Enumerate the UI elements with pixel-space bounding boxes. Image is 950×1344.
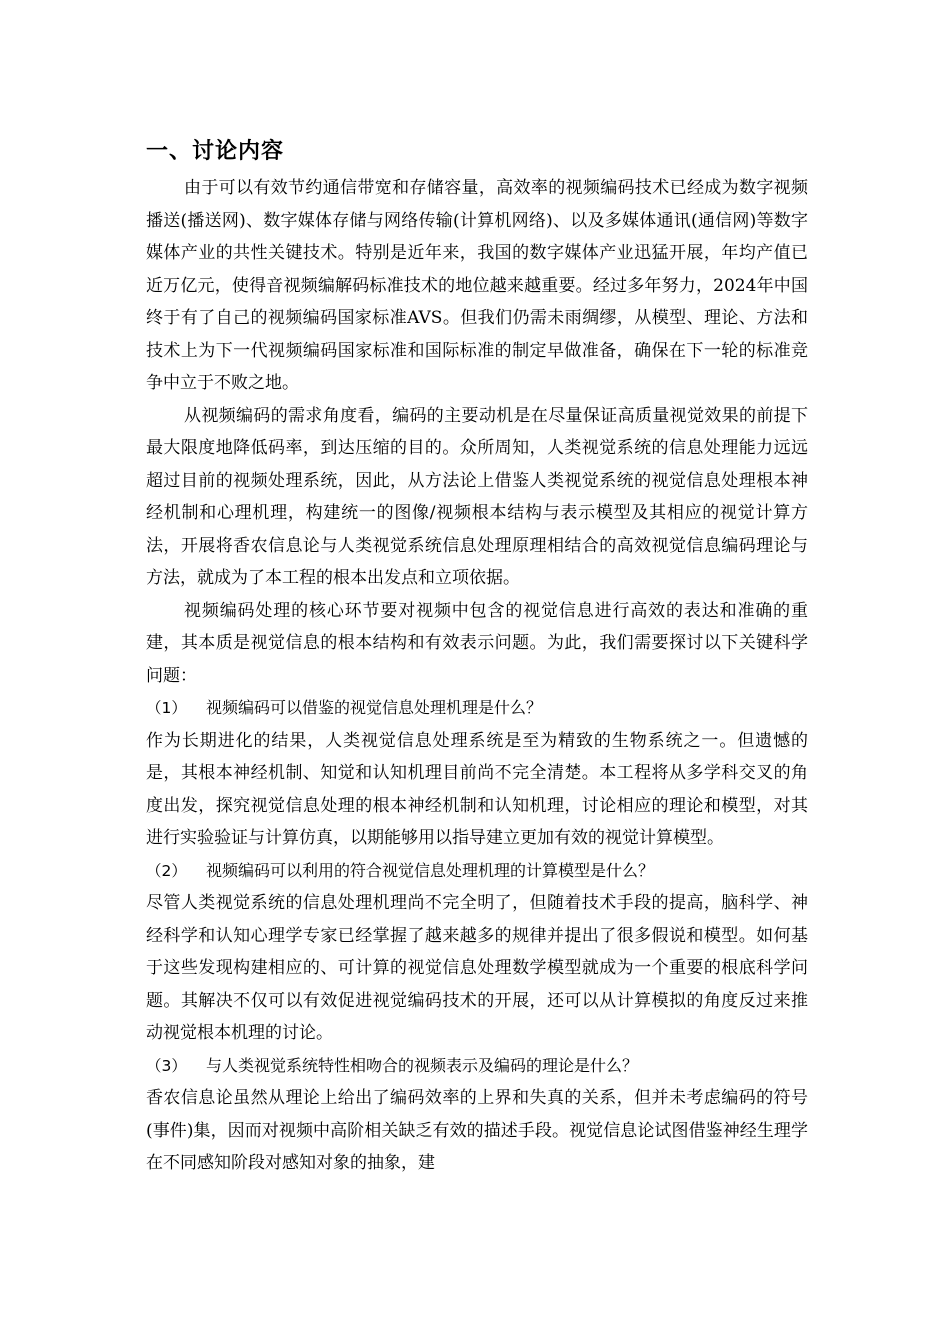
question-body: 作为长期进化的结果，人类视觉信息处理系统是至为精致的生物系统之一。但遗憾的是，其根本神经机制、知觉和认知机理目前尚不完全清楚。本工程将从多学科交叉的角度出发，探究视觉信息处理的根本神经机制和认知机理，讨论相应的理论和模型，对其进行实验验证与计算仿真，以期能够用以指导建立更加有效的视觉计算模型。 — [146, 730, 808, 848]
question-number: （3） — [146, 1056, 187, 1075]
question-body: 香农信息论虽然从理论上给出了编码效率的上界和失真的关系，但并未考虑编码的符号(事件)集，因而对视频中高阶相关缺乏有效的描述手段。视觉信息论试图借鉴神经生理学在不同感知阶段对感知对象的抽象，建 — [146, 1088, 808, 1173]
question-item — [146, 1050, 808, 1180]
paragraph: 视频编码处理的核心环节要对视频中包含的视觉信息进行高效的表达和准确的重建，其本质是视觉信息的根本结构和有效表示问题。为此，我们需要探讨以下关键科学问题： — [146, 600, 808, 686]
question-item — [146, 692, 808, 855]
paragraph: 由于可以有效节约通信带宽和存储容量，高效率的视频编码技术已经成为数字视频播送(播送网)、数字媒体存储与网络传输(计算机网络)、以及多媒体通讯(通信网)等数字媒体产业的共性关键技术。特别是近年来，我国的数字媒体产业迅猛开展，年均产值已近万亿元，使得音视频编解码标准技术的地位越来越重要。经过多年努力，2024年中国终于有了自己的视频编码国家标准AVS。但我们仍需未雨绸缪，从模型、理论、方法和技术上为下一代视频编码国家标准和国际标准的制定早做准备，确保在下一轮的标准竞争中立于不败之地。 — [146, 178, 808, 393]
question-heading — [146, 692, 808, 725]
question-item — [146, 855, 808, 1050]
paragraph: 从视频编码的需求角度看，编码的主要动机是在尽量保证高质量视觉效果的前提下最大限度地降低码率，到达压缩的目的。众所周知，人类视觉系统的信息处理能力远远超过目前的视频处理系统，因此，从方法论上借鉴人类视觉系统的视觉信息处理根本神经机制和心理机理，构建统一的图像/视频根本结构与表示模型及其相应的视觉计算方法，开展将香农信息论与人类视觉系统信息处理原理相结合的高效视觉信息编码理论与方法，就成为了本工程的根本出发点和立项依据。 — [146, 405, 808, 588]
question-title: 与人类视觉系统特性相吻合的视频表示及编码的理论是什么？ — [206, 1055, 639, 1075]
document-body — [146, 172, 808, 1180]
question-heading — [146, 1050, 808, 1083]
question-number: （1） — [146, 699, 187, 717]
question-heading — [146, 855, 808, 888]
question-number: （2） — [146, 861, 187, 880]
question-title: 视频编码可以利用的符合视觉信息处理机理的计算模型是什么？ — [206, 860, 655, 880]
question-body: 尽管人类视觉系统的信息处理机理尚不完全明了，但随着技术手段的提高，脑科学、神经科学和认知心理学专家已经掌握了越来越多的规律并提出了很多假说和模型。如何基于这些发现构建相应的、可计算的视觉信息处理数学模型就成为一个重要的根底科学问题。其解决不仅可以有效促进视觉编码技术的开展，还可以从计算模拟的角度反过来推动视觉根本机理的讨论。 — [146, 893, 808, 1043]
section-title: 一、讨论内容 — [146, 139, 285, 164]
question-title: 视频编码可以借鉴的视觉信息处理机理是什么？ — [206, 698, 543, 717]
